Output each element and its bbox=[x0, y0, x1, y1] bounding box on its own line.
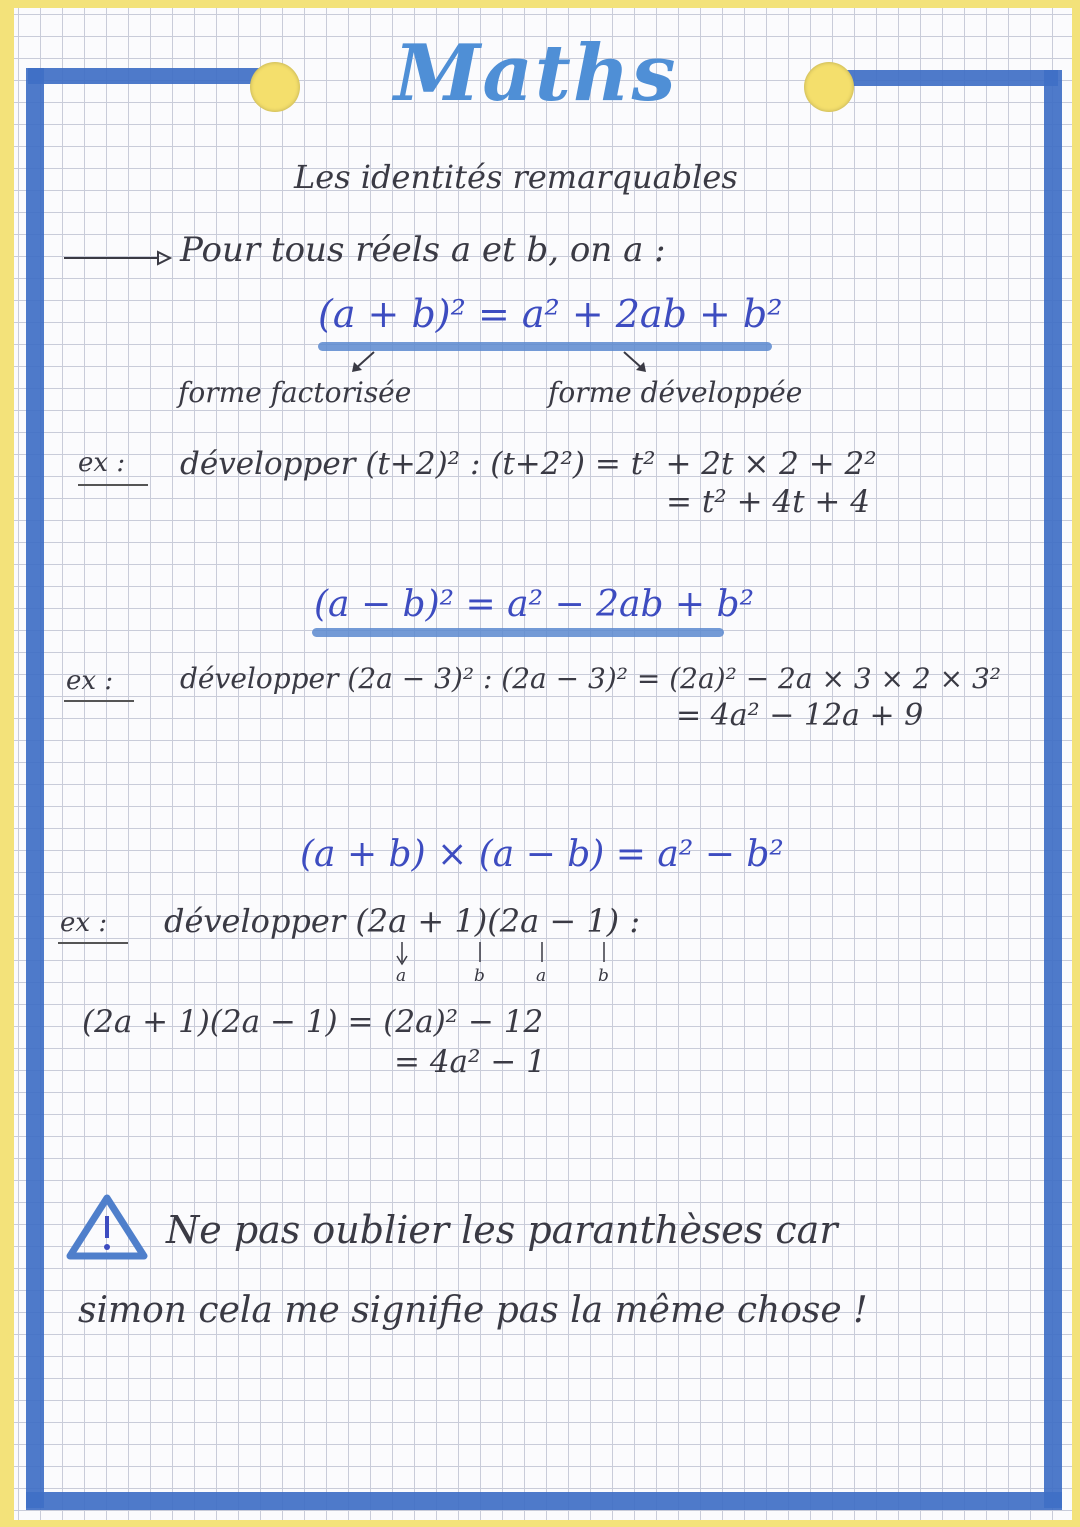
mapping-b-1: b bbox=[474, 966, 485, 986]
identity-2-highlight bbox=[312, 628, 724, 637]
example-1-tag-underline bbox=[78, 484, 148, 486]
example-3-calc-2: = 4a² − 1 bbox=[394, 1044, 546, 1080]
arrow-down-left-icon bbox=[348, 350, 378, 374]
mapping-a-1: a bbox=[396, 966, 407, 986]
page-title: Maths bbox=[394, 28, 678, 119]
example-3-tag-underline bbox=[58, 942, 128, 944]
notebook-page bbox=[14, 8, 1072, 1520]
example-3-calc-1: (2a + 1)(2a − 1) = (2a)² − 12 bbox=[82, 1004, 544, 1040]
example-2-tag: ex : bbox=[66, 666, 114, 696]
example-2-line-2: = 4a² − 12a + 9 bbox=[676, 698, 924, 733]
warning-triangle-icon bbox=[66, 1194, 148, 1260]
binder-hole-right bbox=[804, 62, 854, 112]
arrow-down-right-icon bbox=[620, 350, 650, 374]
mapping-a-2: a bbox=[536, 966, 547, 986]
identity-1-formula: (a + b)² = a² + 2ab + b² bbox=[318, 292, 783, 336]
frame-top-right bbox=[844, 70, 1058, 86]
mapping-b-2: b bbox=[598, 966, 609, 986]
example-3-tag: ex : bbox=[60, 908, 108, 938]
example-3-line-1: développer (2a + 1)(2a − 1) : bbox=[164, 902, 641, 940]
frame-left bbox=[26, 68, 44, 1508]
arrow-right-icon bbox=[62, 248, 172, 268]
identity-3-formula: (a + b) × (a − b) = a² − b² bbox=[300, 834, 784, 875]
frame-right bbox=[1044, 70, 1062, 1508]
subtitle: Les identités remarquables bbox=[294, 158, 738, 196]
example-2-line-1: développer (2a − 3)² : (2a − 3)² = (2a)² − 2a × 3 × 2 × 3² bbox=[180, 662, 1002, 695]
example-1-line-1: développer (t+2)² : (t+2²) = t² + 2t × 2 + 2² bbox=[180, 446, 877, 482]
mapping-arrows bbox=[394, 940, 614, 968]
identity-2-formula: (a − b)² = a² − 2ab + b² bbox=[314, 584, 755, 625]
label-developed-form: forme développée bbox=[548, 376, 803, 409]
example-2-tag-underline bbox=[64, 700, 134, 702]
example-1-line-2: = t² + 4t + 4 bbox=[666, 484, 870, 520]
identity-1-highlight bbox=[318, 342, 772, 351]
intro-text: Pour tous réels a et b, on a : bbox=[180, 230, 666, 270]
binder-hole-left bbox=[250, 62, 300, 112]
warning-line-1: Ne pas oublier les paranthèses car bbox=[166, 1208, 838, 1252]
warning-line-2: simon cela me signifie pas la même chose ! bbox=[78, 1290, 868, 1331]
label-factored-form: forme factorisée bbox=[178, 376, 412, 409]
frame-bottom bbox=[26, 1492, 1062, 1510]
frame-top-left bbox=[28, 68, 268, 84]
example-1-tag: ex : bbox=[78, 448, 126, 478]
